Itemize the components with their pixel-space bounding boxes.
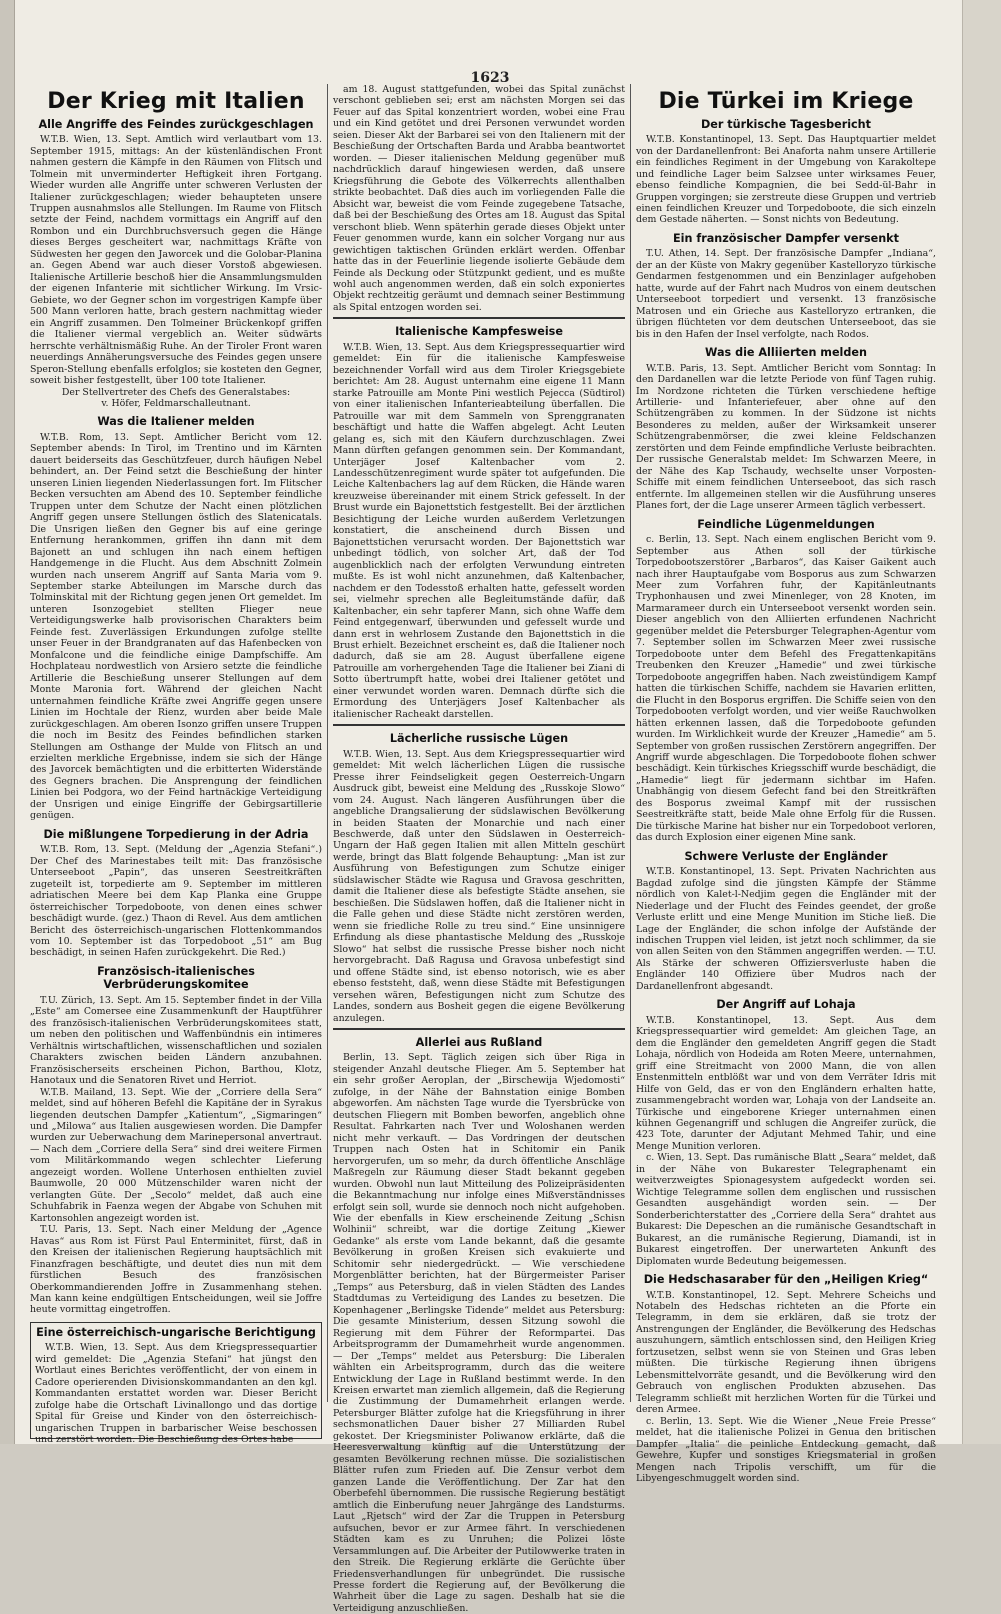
- article-heading: Ein französischer Dampfer versenkt: [673, 231, 899, 245]
- article-text: W.T.B. Mailand, 13. Sept. Wie der „Corriere della Sera“ meldet, sind auf höheren Befehl die Kapitäne der in Syrakus liegenden deutschen Dampfer „Katientum“, „Sigmaringen“ und „Milowa“ aus Italien ausgewiesen worden. Die Dampfer wurden zur Ueberwachung dem Marinepersonal anvertraut. — Nach dem „Corriere della Sera“ sind drei weitere Firmen vom Militärkommando wegen schlechter Lieferung angezeigt worden. Wollene Unterhosen enthielten zuviel Baumwolle, 20 000 Mützenschilder waren nicht der verlangten Güte. Der „Secolo“ meldet, daß auch eine Schuhfabrik in Faenza wegen der Abgabe von Schuhen mit Kartonsohlen angezeigt worden ist.: [30, 1086, 322, 1224]
- article-text: W.T.B. Konstantinopel, 13. Sept. Aus dem Kriegspressequartier wird gemeldet: Am gleichen Tage, an dem die Engländer den gemeldeten Angriff gegen die Stadt Lohaja, nördlich von Hodeida am Roten Meere, unternahmen, griff eine Streitmacht von 2000 Mann, die von allen Enstenmitteln entblößt war und von dem Verräter Idris mit Hilfe von Geld, das er von den Engländern erhalten hatte, zusammengebracht worden war, Lohaja von der Landseite an. Türkische und eingeborene Krieger unternahmen einen kühnen Gegenangriff und schlugen die Angreifer zurück, die 423 Tote, darunter der Adjutant Mehmed Tahir, und eine Menge Munition verloren.: [636, 1014, 936, 1152]
- article-text: W.T.B. Konstantinopel, 12. Sept. Mehrere Scheichs und Notabeln des Hedschas richteten an die Pforte ein Telegramm, in dem sie erklären, daß sie trotz der Anstrengungen der Engländer, die Bevölkerung des Hedschas auszuhungern, sämtlich entschlossen sind, den Heiligen Krieg fortzusetzen, selbst wenn sie von Steinen und Gras leben müßten. Die türkische Regierung ihnen übrigens Lebensmittelvorräte gesandt, und die Bevölkerung wird den Gebrauch von englischen Produkten abzusehen. Das Telegramm schließt mit herzlichen Worten für die Türkei und deren Armee.: [636, 1289, 936, 1416]
- article-text: W.T.B. Konstantinopel, 13. Sept. Das Hauptquartier meldet von der Dardanellenfront: Bei Anaforta nahm unsere Artillerie ein feindliches Regiment in der Umgebung von Karakoltepe und feindliche Lager beim Salzsee unter wirksames Feuer, ebenso feindliche Kompagnien, die bei Sedd-ül-Bahr in Gruppen vorgingen; sie zerstreute diese Gruppen und vertrieb einen feindlichen Kreuzer und Torpedoboote, die sich einzeln dem Gestade näherten. — Sonst nichts von Bedeutung.: [636, 134, 936, 226]
- article-heading: Was die Italiener melden: [97, 415, 255, 429]
- article-text: Berlin, 13. Sept. Täglich zeigen sich über Riga in steigender Anzahl deutsche Flieger. Am 5. September hat ein sehr großer Aeroplan, der „Birschewija Wjedomosti“ zufolge, in der Nähe der Bahnstation einige Bomben abgeworfen. Am nächsten Tage wurde die Tyersbrücke von deutschen Fliegern mit Bomben beworfen, angeblich ohne Resultat. Fahrkarten nach Tver und Woloshanen werden nicht mehr verkauft. — Das Vordringen der deutschen Truppen nach Osten hat in Schitomir ein Panik hervorgerufen, um so mehr, da durch öffentliche Anschläge Maßregeln zur Räumung dieser Stadt bekannt gegeben wurden. Obwohl nun laut Mitteilung des Polizeipräsidenten die Bekanntmachung nur infolge eines Mißverständnisses erfolgt sein soll, wurde sie dennoch noch nicht aufgehoben. Wie der ebenfalls in Kiew erscheinende Zeitung „Schisn Wolhinii“ schreibt, war die dortige Zeitung „Kiewer Gedanke“ als erste vom Lande bekannt, daß die gesamte Bevölkerung in großen Kreisen sich evakuierte und Schitomir sehr niedergedrückt. — Wie verschiedene Morgenblätter berichten, hat der Bürgermeister Pariser „Temps“ aus Petersburg, daß in vielen Städten des Landes Stadtdumas zu Verteidigung des Landes zu besetzen. Die Kopenhagener „Berlingske Tidende“ meldet aus Petersburg: Die gesamte Ministerium, dessen Sitzung sowohl die Regierung mit dem Führer der Reformpartei. Das Arbeitsprogramm der Dumamehrheit wurde angenommen. — Der „Temps“ meldet aus Petersburg: Die Liberalen wählten ein Arbeitsprogramm, durch das die weitere Entwicklung der Lage in Rußland bestimmt werde. In den Kreisen erwartet man ziemlich allgemein, daß die Regierung die Zustimmung der Dumamehrheit erlangen werde. Petersburger Blätter zufolge hat die Kriegsführung in ihrer sechsmonatlichen Dauer bisher 27 Milliarden Rubel gekostet. Der Kriegsminister Poliwanow erklärte, daß die Heeresverwaltung künftig auf die Unterstützung der gesamten Bevölkerung rechnen müsse. Die sozialistischen Blätter rufen zum Frieden auf. Die Zensur verbot dem ganzen Lande die Veröffentlichung. Der Zar hat den Oberbefehl übernommen. Die russische Regierung bestätigt amtlich die Einberufung neuer Jahrgänge des Landsturms. Laut „Rjetsch“ wird der Zar die Truppen in Petersburg aufsuchen, bevor er zur Armee fährt. In verschiedenen Städten kam es zu Unruhen; die Polizei löste Versammlungen auf. Die Arbeiter der Putilowwerke traten in den Streik. Die Regierung erklärte die Gerüchte über Friedensverhandlungen für unbegründet. Die russische Presse fordert die Regierung auf, der Bevölkerung die Wahrheit über die Lage zu sagen. Deshalb hat sie die Verteidigung anzuschließen.: [333, 1052, 625, 1614]
- section-divider: [333, 1028, 625, 1030]
- article-text: W.T.B. Wien, 13. Sept. Aus dem Kriegspressequartier wird gemeldet: Mit welch lächerlichen Lügen die russische Presse ihrer Feindseligkeit gegen Oesterreich-Ungarn Ausdruck gibt, beweist eine Meldung des „Russkoje Slowo“ vom 24. August. Nach längeren Ausführungen über die angebliche Drangsalierung der südslawischen Bevölkerung in beiden Staaten der Monarchie und nach einer Beschwerde, daß unter den Südslawen in Oesterreich-Ungarn der Haß gegen Italien mit allen Mitteln geschürt werde, bringt das Blatt folgende Behauptung: „Man ist zur Ausführung von Befestigungen zum Schutze einiger südslawischer Städte wie Ragusa und Gravosa geschritten, damit die Italiener diese als befestigte Städte ansehen, sie beschießen. Die Südslawen hoffen, daß die Italiener nicht in die Falle gehen und diese Städte nicht zerstören werden, wenn sie friedliche Rolle zu treu sind.“ Eine unsinnigere Erfindung als diese phantastische Meldung des „Russkoje Slowo“ hat selbst die russische Presse bisher noch nicht hervorgebracht. Daß Ragusa und Gravosa unbefestigt sind und offene Städte sind, ist ebenso notorisch, wie es aber ebenso feststeht, daß, wenn diese Städte mit Befestigungen versehen wären, Befestigungen nicht zum Schutze des Landes, sondern aus Bosheit gegen die eigene Bevölkerung anzulegen.: [333, 748, 625, 1024]
- left-page-edge: [0, 0, 15, 1444]
- section-divider: [333, 317, 625, 319]
- article-heading: Alle Angriffe des Feindes zurückgeschlagen: [38, 118, 314, 132]
- article-text: T.U. Athen, 14. Sept. Der französische Dampfer „Indiana“, der an der Küste von Makry gegenüber Kastelloryzo türkische Gendarmen festgenommen und ein Benzinlager aufgehoben hatte, wurde auf der Fahrt nach Mudros von einem deutschen Unterseeboot torpediert und versenkt. 13 französische Matrosen und ein Grieche aus Kastelloryzo ertranken, die übrigen flüchteten vor dem deutschen Unterseeboot, das sie bis in den Hafen der Insel verfolgte, nach Rodos.: [636, 248, 936, 340]
- article-heading: Die Hedschasaraber für den „Heiligen Krieg“: [643, 1273, 929, 1287]
- article-heading: Die mißlungene Torpedierung in der Adria: [43, 827, 309, 841]
- article-text: c. Berlin, 13. Sept. Wie die Wiener „Neue Freie Presse“ meldet, hat die italienische Polizei in Genua den britischen Dampfer „Italia“ die peinliche Entdeckung gemacht, daß Gewehre, Kupfer und sonstiges Kriegsmaterial in großen Mengen nach Tripolis verschifft, um für die Libyengeschmuggelt worden sind.: [636, 1415, 936, 1485]
- article-text: W.T.B. Rom, 13. Sept. (Meldung der „Agenzia Stefani“.) Der Chef des Marinestabes teilt mit: Das französische Unterseeboot „Papin“, das unseren Seestreitkräften zugeteilt ist, torpedierte am 9. September im mittleren adriatischen Meere bei dem Kap Planka eine Gruppe österreichischer Torpedoboote, von denen eines schwer beschädigt wurde. (gez.) Thaon di Revel. Aus dem amtlichen Bericht des österreichisch-ungarischen Flottenkommandos vom 10. September ist das Torpedoboot „51“ am Bug beschädigt, in seinen Hafen zurückgekehrt. Die Red.): [30, 844, 322, 959]
- article-text: W.T.B. Wien, 13. Sept. Aus dem Kriegspressequartier wird gemeldet: Die „Agenzia Stefani“ hat jüngst den Wortlaut eines Berichtes veröffentlicht, der von einem in Cadore operierenden Divisionskommandanten an den kgl. Kommandanten erstattet worden war. Dieser Bericht zufolge habe die Ortschaft Livinallongo und das dortige Spital für Greise und Kinder von den österreichisch-ungarischen Truppen in barbarischer Weise beschossen und zerstört worden. Die Beschießung des Ortes habe: [35, 1342, 317, 1446]
- column-2: [333, 84, 625, 1614]
- section-title: Der Krieg mit Italien: [47, 89, 305, 114]
- article-text: c. Berlin, 13. Sept. Nach einem englischen Bericht vom 9. September aus Athen soll der türkische Torpedobootszerstörer „Barbaros“, das Kaiser Gaikent auch nach ihrer Hauptaufgabe vom Bosporus aus zum Schwarzen Meer zum Vorfahren fuhr, der Kapitänleutnants Tryphonhausen und zwei Minenleger, von 28 Knoten, im Marmarameer durch ein Unterseeboot versenkt worden sein. Dieser angeblich von den Alliierten erfundenen Nachricht gegenüber meldet die Petersburger Telegraphen-Agentur vom 7. September sollen im Schwarzen Meer zwei russische Torpedoboote unter dem Befehl des Fregattenkapitäns Treubenken den Kreuzer „Hamedie“ und zwei türkische Torpedoboote angegriffen haben. Nach zweistündigem Kampf hatten die türkischen Schiffe, nachdem sie Havarien erlitten, die Flucht in den Bosporus ergriffen. Die Schiffe seien von den Torpedobooten verfolgt worden, und vier weiße Rauchwolken hätten erkennen lassen, daß die Torpedoboote gefunden wurden. Im Wirklichkeit wurde der Kreuzer „Hamedie“ am 5. September von großen russischen Zerstörern angegriffen. Der Angriff wurde abgeschlagen. Die Torpedoboote flohen schwer beschädigt. Kein türkisches Kriegsschiff wurde beschädigt, die „Hamedie“ liegt für jedermann sichtbar im Hafen. Unabhängig von diesem Gefecht fand bei den Streitkräften des Bosporus zweimal Kampf mit der russischen Seestreitkräfte statt, beide Male ohne Erfolg für die Russen. Die türkische Marine hat bisher nur ein Torpedoboot verloren, das durch Explosion einer eigenen Mine sank.: [636, 534, 936, 844]
- boxed-article: [30, 1322, 322, 1446]
- article-heading: Allerlei aus Rußland: [415, 1035, 543, 1049]
- section-divider: [333, 724, 625, 726]
- article-heading: Der Angriff auf Lohaja: [716, 998, 856, 1012]
- article-heading: Der türkische Tagesbericht: [700, 118, 871, 132]
- article-text: W.T.B. Paris, 13. Sept. Amtlicher Bericht vom Sonntag: In den Dardanellen war die letzte Periode von fünf Tagen ruhig. Im Nordzone richteten die Türken verschiedene heftige Artillerie- und Infanteriefeuer, aber ohne auf den Schützengräben zu kommen. In der Südzone ist nichts Besonderes zu melden, außer der Wirksamkeit unserer Schützengrabenmörser, die zwei kleine Feldschanzen zerstörten und dem Feinde empfindliche Verluste beibrachten. Der russische Generalstab meldet: Im Schwarzen Meere, in der Nähe des Kap Tschaudy, wechselte unser Vorposten-Schiffe mit einem feindlichen Unterseeboot, das sich rasch entfernte. Im allgemeinen stellen wir die Ausführung unseres Planes fort, der die Lage unserer Armeen täglich verbessert.: [636, 362, 936, 512]
- column-rule: [630, 84, 631, 1402]
- right-page-edge: [962, 0, 1001, 1444]
- article-text: T.U. Zürich, 13. Sept. Am 15. September findet in der Villa „Este“ am Comersee eine Zusammenkunft der Hauptführer des französisch-italienischen Verbrüderungskomitees statt, um neben den politischen und Waffenbündnis ein intimeres Verhältnis wirtschaftlichen, wissenschaftlichen und sozialen Charakters zwischen beiden Ländern anzubahnen. Französischerseits erscheinen Pichon, Barthou, Klotz, Hanotaux und die Senatoren Rivet und Herriot.: [30, 994, 322, 1087]
- article-heading: Feindliche Lügenmeldungen: [697, 517, 875, 531]
- article-heading: Schwere Verluste der Engländer: [684, 849, 888, 863]
- column-rule: [327, 84, 328, 1402]
- article-text: T.U. Paris, 13. Sept. Nach einer Meldung der „Agence Havas“ aus Rom ist Fürst Paul Enterminitet, fürst, daß in den Kreisen der italienischen Regierung hauptsächlich mit Finanzfragen beschäftigte, und deutet dies nun mit dem fürstlichen Besuch des französischen Oberkommandierenden Joffre in Zusammenhang stehen. Man kann keine endgültigen Entscheidungen, weil sie Joffre heute vormittag eingetroffen.: [30, 1224, 322, 1316]
- section-title: Die Türkei im Kriege: [658, 89, 914, 114]
- article-heading: Französisch-italienisches Verbrüderungskomitee: [97, 964, 255, 992]
- article-text: am 18. August stattgefunden, wobei das Spital zunächst verschont geblieben sei; erst am nächsten Morgen sei das Feuer auf das Spital konzentriert worden, wobei eine Frau und ein Kind getötet und drei Personen verwundet worden seien. Dieser Akt der Barbarei sei von den Italienern mit der Beschießung der Ortschaften Barda und Arabba beantwortet worden. — Dieser italienischen Meldung gegenüber muß nachdrücklich darauf hingewiesen werden, daß unsere Kriegsführung die Gebote des Völkerrechts allenthalben strikte beobachtet. Daß dies auch im vorliegenden Falle die Absicht war, beweist die vom Feinde zugegebene Tatsache, daß bei der Beschießung des Ortes am 18. August das Spital verschont blieb. Wenn späterhin gerade dieses Objekt unter Feuer genommen wurde, kann ein solcher Vorgang nur aus gewichtigen taktischen Gründen erklärt werden. Offenbar hatte das in der Feuerlinie liegende isolierte Gebäude dem Feinde als Deckung oder Stützpunkt gedient, und es mußte wohl auch angenommen werden, daß ein solch exponiertes Objekt rechtzeitig geräumt und demnach seiner Bestimmung als Spital entzogen worden sei.: [333, 84, 625, 313]
- article-heading: Was die Alliierten melden: [705, 346, 867, 360]
- column-1: [30, 84, 322, 1446]
- article-text: c. Wien, 13. Sept. Das rumänische Blatt „Seara“ meldet, daß in der Nähe von Bukarester Telegraphenamt ein weitverzweigtes Spionagesystem aufgedeckt worden sei. Wichtige Telegramme sollen dem englischen und russischen Gesandten ausgehändigt worden sein. — Der Sonderberichterstatter des „Corriere della Sera“ drahtet aus Bukarest: Die Depeschen an die rumänische Gesandtschaft in Bukarest, an die rumänische Regierung, Diamandi, ist in Bukarest eingetroffen. Der unerwarteten Ankunft des Diplomaten wurde Bedeutung beigemessen.: [636, 1152, 936, 1267]
- article-text: W.T.B. Wien, 13. Sept. Aus dem Kriegspressequartier wird gemeldet: Ein für die italienische Kampfesweise bezeichnender Vorfall wird aus dem Tiroler Kriegsgebiete berichtet: Am 28. August unternahm eine eigene 11 Mann starke Patrouille am Monte Pini westlich Pejecca (Südtirol) von einer italienischen Infanterieabteilung überfallen. Die Patrouille war mit dem Sammeln von Sprenggranaten beschäftigt und hatte die Waffen abgelegt. Acht Leuten gelang es, sich mit den Käufern durchzuschlagen. Zwei Mann dürften gefangen genommen sein. Der Kommandant, Unterjäger Josef Kaltenbacher vom 2. Landesschützenregiment wurde später tot aufgefunden. Die Leiche Kaltenbachers lag auf dem Rücken, die Hände waren kreuzweise übereinander mit einem Strick gefesselt. In der Brust wurde ein Bajonettstich festgestellt. Bei der ärztlichen Besichtigung der Leiche wurden außerdem Verletzungen konstatiert, die anscheinend durch Bissen und Bajonettstichen verursacht worden. Der Bajonettstich war unbedingt tödlich, von solcher Art, daß der Tod augenblicklich nach der erfolgten Verwundung eintreten mußte. Es ist wohl nicht anzunehmen, daß Kaltenbacher, nachdem er den Todesstoß erhalten hatte, gefesselt worden sei, vielmehr sprechen alle Begleitumstände dafür, daß Kaltenbacher, ein sehr tapferer Mann, sich ohne Waffe dem Feind entgegenwarf, überwunden und gefesselt wurde und dann erst in wehrlosem Zustande den Bajonettstich in die Brust erhielt. Bezeichnet erscheint es, daß die Italiener noch dadurch, daß sie am 28. August überfallene eigene Patrouille am vorhergehenden Tage die Italiener bei Ziani di Sotto übertrumpft hatte, wobei drei Italiener getötet und einer verwundet worden waren. Demnach dürfte sich die Ermordung des Unterjägers Josef Kaltenbacher als italienischer Racheakt darstellen.: [333, 341, 625, 720]
- article-text: W.T.B. Rom, 13. Sept. Amtlicher Bericht vom 12. September abends: In Tirol, im Trentino und im Kärnten dauert beiderseits das Geschützfeuer, durch häufigen Nebel behindert, an. Der Feind setzt die Beschießung der hinter unseren Linien liegenden Niederlassungen fort. Im Flitscher Becken versuchten am Abend des 10. September feindliche Truppen unter dem Schutze der Nacht einen plötzlichen Angriff gegen unsere Stellungen östlich des Slatenicatals. Die Unsrigen ließen den Gegner bis auf eine geringe Entfernung herankommen, griffen ihn dann mit dem Bajonett an und schlugen ihn nach einem heftigen Handgemenge in die Flucht. Aus dem Abschnitt Zolmein wurden nach unserem Angriff auf Santa Maria vom 9. September starke Abteilungen im Marsche durch das Tolminskital mit der Richtung gegen jenen Ort gemeldet. Im unteren Isonzogebiet stellten Flieger neue Verteidigungswerke halb provisorischen Charakters beim Feinde fest. Zuverlässigen Erkundungen zufolge stellte unser Feuer in der Brandgranaten auf das Hafenbecken von Monfalcone und die feindliche einige Dampfschiffe. Am Hochplateau nordwestlich von Arsiero setzte die feindliche Artillerie die Beschießung unserer Stellungen auf dem Monte Maronia fort. Während der gleichen Nacht unternahmen feindliche Kräfte zwei Angriffe gegen unsere Linien im Hochtale der Rienz, wurden aber beide Male zurückgeschlagen. Am oberen Isonzo griffen unsere Truppen die noch im Besitz des Feindes befindlichen starken Stellungen am Osthange der Mulde von Flitsch an und erzielten merkliche Ergebnisse, indem sie sich der Hänge des Javorcek bemächtigten und die erbitterten Widerstände des Gegners brachen. Die Ansprengung der feindlichen Linien bei Podgora, wo der Feind hartnäckige Verteidigung der Unsrigen und einige Eingriffe der Gebirgsartillerie genügen.: [30, 431, 322, 822]
- article-text: W.T.B. Konstantinopel, 13. Sept. Privaten Nachrichten aus Bagdad zufolge sind die jüngsten Kämpfe der Stämme nördlich von Kalet-l-Nedjim gegen die Engländer mit der Niederlage und der Flucht des Feindes geendet, der große Verluste erlitt und eine Menge Munition im Stiche ließ. Die Lage der Engländer, die schon infolge der Aufstände der indischen Truppen viel leiden, ist jetzt noch schlimmer, da sie von allen Seiten von den Stämmen angegriffen werden. — T.U. Als Stärke der schweren Offiziersverluste haben die Engländer 140 Offiziere über Mudros nach der Dardanellenfront abgesandt.: [636, 866, 936, 992]
- column-3: [636, 84, 936, 1485]
- page-number: 1623: [470, 70, 510, 86]
- signature-line: v. Höfer, Feldmarschalleutnant.: [101, 397, 251, 409]
- article-heading: Lächerliche russische Lügen: [389, 732, 569, 746]
- article-text: W.T.B. Wien, 13. Sept. Amtlich wird verlautbart vom 13. September 1915, mittags: An der küstenländischen Front nahmen gestern die Kämpfe in den Räumen von Flitsch und Tolmein mit unverminderter Heftigkeit ihren Fortgang. Wieder wurden alle Angriffe unter schweren Verlusten der Italiener zurückgeschlagen; wieder behaupteten unsere Truppen ausnahmslos alle Stellungen. Im Raume von Flitsch setzte der Feind, nachdem vormittags ein Angriff auf den Rombon und ein Durchbruchsversuch gegen die Hänge dieses Berges gescheitert war, nachmittags Kräfte von Südwesten her gegen den Jaworcek und die Golobar-Planina an. Gegen Abend war auch dieser Vorstoß abgewiesen. Italienische Artillerie beschoß hier die Ansammlungsmulden der eigenen Infanterie mit sichtlicher Wirkung. Im Vrsic-Gebiete, wo der Gegner schon im vorgestrigen Kampfe über 500 Mann verloren hatte, brach gestern nachmittag wieder ein Angriff zusammen. Den Tolmeiner Brückenkopf griffen die Italiener viermal vergeblich an. Weiter südwärts herrschte verhältnismäßig Ruhe. An der Tiroler Front waren neuerdings Annäherungsversuche des Feindes gegen unsere Speron-Stellung ebenfalls erfolglos; sie kosteten den Gegner, soweit bisher festgestellt, über 100 tote Italiener.: [30, 134, 322, 387]
- article-heading: Eine österreichisch-ungarische Berichtigung: [36, 1325, 316, 1339]
- signature-line: Der Stellvertreter des Chefs des Generalstabes:: [61, 386, 291, 398]
- article-heading: Italienische Kampfesweise: [395, 325, 563, 339]
